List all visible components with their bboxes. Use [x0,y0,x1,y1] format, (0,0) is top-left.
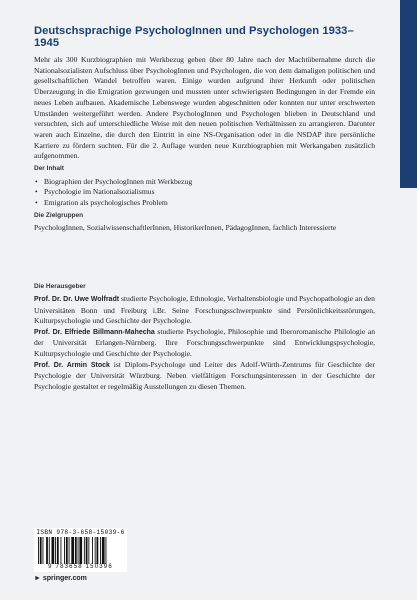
barcode-bar [66,537,68,564]
barcode-bar [61,537,62,564]
list-item: • Psychologie im Nationalsozialismus [34,187,364,197]
barcode-bar [49,537,50,564]
barcode-bar [79,537,82,564]
editor-bio-text: studierte Psychologie, Philosophie und Iberoromanische Philologie an der Universität Erlangen-Nürnberg. Ihre Forschungsschwerpunkte sind Entwicklungspsychologie, Kulturpsychologie und Geschichte der Psychologie. [34,326,376,358]
list-item: • Biographien der PsychologInnen mit Werkbezug [34,177,364,187]
barcode-bar [92,537,93,564]
barcode-bar [95,537,96,564]
barcode-bar [84,537,85,564]
editor-name: Prof. Dr. Elfriede Billmann-Mahecha [34,328,155,336]
editor-bio [34,327,375,360]
barcode-bar [78,537,79,564]
barcode-bar [57,537,59,564]
barcode-bar [55,537,56,564]
contents-list [34,177,364,208]
barcode-bar [40,537,42,564]
barcode-bar [106,537,107,564]
editors-section [34,294,375,392]
contents-heading: Der Inhalt [34,165,64,172]
page-title: Deutschsprachige PsychologInnen und Psychologen 1933–1945 [34,25,354,49]
editor-bio [34,294,375,327]
barcode-bar [102,537,105,564]
barcode-bars [38,537,123,564]
editor-bio-text: ist Diplom-Psychologe und Leiter des Adolf-Würth-Zentrums für Geschichte der Psychologie der Universität Würzburg. Neben vielfältigen Forschungsinteressen in der Geschichte der Psychologie gestaltet er regelmäßig Ausstellungen zu diesen Themen. [34,359,375,391]
list-item: • Emigration als psychologisches Problem [34,198,364,208]
audience-heading: Die Zielgruppen [34,212,84,219]
editors-heading: Die Herausgeber [34,283,86,290]
isbn-text: ISBN 978-3-658-15039-6 [36,529,125,536]
barcode-bar [69,537,70,564]
barcode-bar [64,537,65,564]
barcode-bar [46,537,48,564]
editor-bio-text: studierte Psychologie, Ethnologie, Verhaltensbiologie und Psychopathologie an den Universitäten Bonn und Freiburg i.Br. Seine Forschungsschwerpunkte sind Persönlichkeitsstörungen, Kulturpsychologie und Geschichte der Psychologie. [34,294,375,326]
audience-text: PsychologInnen, SozialwissenschaftlerInnen, HistorikerInnen, PädagogInnen, fachlich Interessierte [34,223,337,232]
barcode-bar [100,537,101,564]
barcode-bar [88,537,89,564]
barcode-bar [86,537,88,564]
barcode [34,528,127,572]
barcode-number: 9 783658 150396 [48,564,113,570]
barcode-bar [38,537,39,564]
barcode-bar [43,537,44,564]
barcode-bar [71,537,74,564]
barcode-bar [75,537,77,564]
barcode-bar [97,537,99,564]
editor-name: Prof. Dr. Dr. Uwe Wolfradt [34,296,120,303]
editor-bio [34,360,375,393]
editor-name: Prof. Dr. Armin Stock [34,361,110,369]
website-link[interactable]: ► springer.com [34,575,87,582]
blurb-text: Mehr als 300 Kurzbiographien mit Werkbezug geben über 80 Jahre nach der Machtübernahme durch die Nationalsozialisten Aufschluss über PsychologInnen und Psychologen, die von dem damaligen politischen und gesellschaftlichen Wandel betroffen waren. Einige wurden aufgrund ihrer Herkunft oder politischen Überzeugung in die Emigration gezwungen und mussten unter schwierigsten Bedingungen in der Fremde ein neues Leben aufbauen. Akademische Lebenswege wurden abgeschnitten oder konnten nur unter erschwerten Umständen weitergeführt werden. Andere PsychologInnen und Psychologen blieben in Deutschland und versuchten, sich auf unterschiedliche Weise mit den neuen politischen Verhältnissen zu arrangieren. Darunter waren auch Einzelne, die durch den Eintritt in eine NS-Organisation oder in die NSDAP ihre persönliche Karriere zu fördern suchten. Für die 2. Auflage wurden neue Kurzbiographien mit Werkangaben zusätzlich aufgenommen. [34,55,375,161]
barcode-bar [52,537,55,564]
accent-bar [400,0,417,188]
